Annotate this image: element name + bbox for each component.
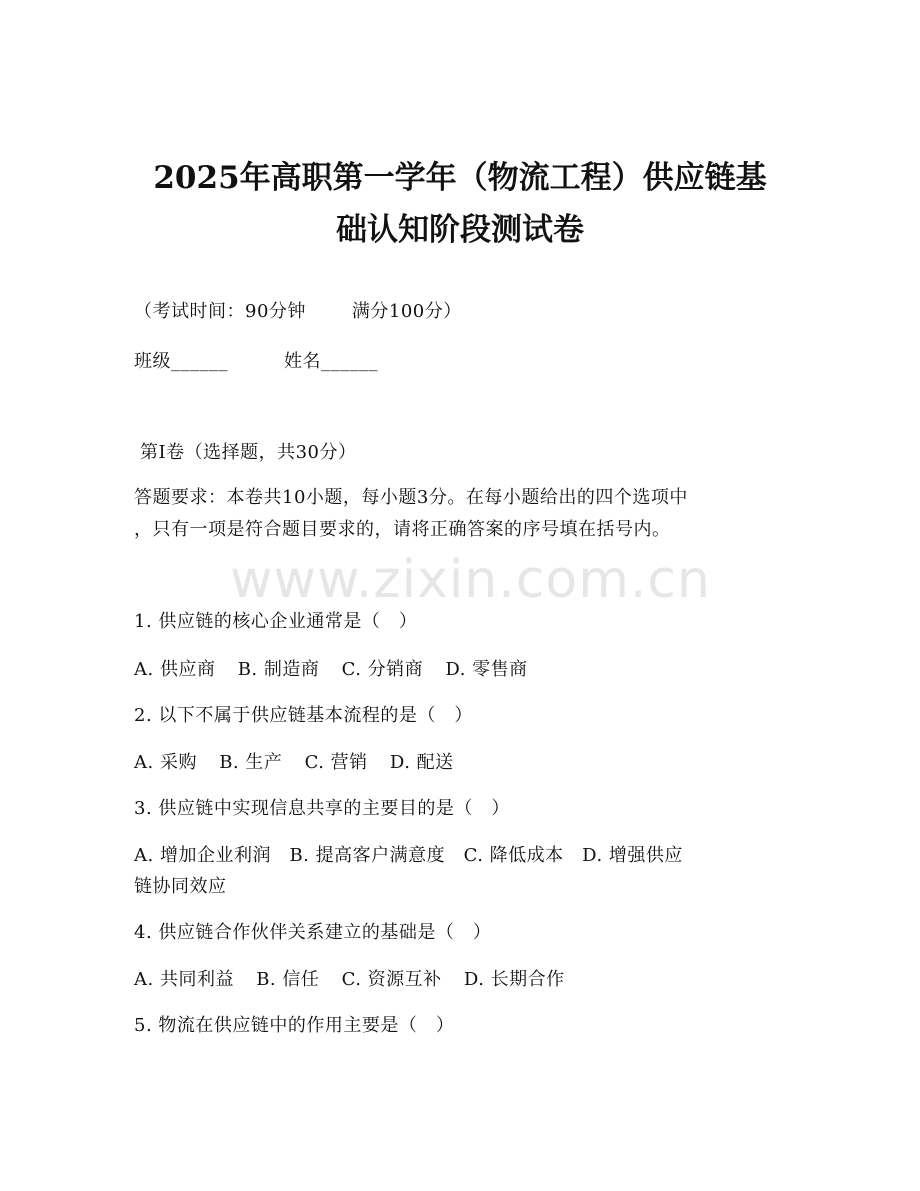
question-4-option-d: D. 长期合作: [463, 969, 565, 990]
question-1-option-b: B. 制造商: [237, 659, 320, 680]
question-2-option-a: A. 采购: [134, 752, 197, 773]
question-2-option-c: C. 营销: [304, 752, 368, 773]
question-1-option-a: A. 供应商: [134, 659, 216, 680]
question-2-option-d: D. 配送: [389, 752, 454, 773]
instructions-line-2: ，只有一项是符合题目要求的，请将正确答案的序号填在括号内。: [134, 519, 671, 540]
question-1-option-c: C. 分销商: [341, 659, 424, 680]
class-field-label: 班级______: [134, 351, 228, 372]
name-field-label: 姓名______: [284, 351, 378, 372]
exam-time: （考试时间：90分钟: [134, 301, 306, 322]
exam-meta: [134, 297, 462, 327]
question-1-stem: 1. 供应链的核心企业通常是（ ）: [134, 611, 418, 632]
question-4-option-a: A. 共同利益: [134, 969, 234, 990]
question-4-option-c: C. 资源互补: [341, 969, 442, 990]
full-score: 满分100分）: [351, 301, 462, 322]
question-2-option-b: B. 生产: [219, 752, 283, 773]
question-4-stem: 4. 供应链合作伙伴关系建立的基础是（ ）: [134, 922, 492, 943]
student-info: [134, 347, 378, 377]
question-1-option-d: D. 零售商: [445, 659, 528, 680]
question-4-option-b: B. 信任: [256, 969, 320, 990]
document-title-line-2: 础认知阶段测试卷: [336, 212, 584, 248]
watermark: www.zixin.com.cn: [230, 550, 711, 610]
question-3-stem: 3. 供应链中实现信息共享的主要目的是（ ）: [134, 798, 510, 819]
question-2-options: [134, 748, 470, 778]
document-title-line-1: 2025年高职第一学年（物流工程）供应链基: [153, 160, 767, 196]
section-heading: 第I卷（选择题，共30分）: [140, 442, 357, 463]
question-4-options: [134, 965, 581, 995]
question-3-options-line-2: 链协同效应: [134, 876, 227, 897]
question-5-stem: 5. 物流在供应链中的作用主要是（ ）: [134, 1015, 455, 1036]
question-1-options: [134, 655, 544, 685]
question-2-stem: 2. 以下不属于供应链基本流程的是（ ）: [134, 705, 473, 726]
instructions-line-1: 答题要求：本卷共10小题，每小题3分。在每小题给出的四个选项中: [134, 487, 688, 508]
question-3-options-line-1: A. 增加企业利润 B. 提高客户满意度 C. 降低成本 D. 增强供应: [134, 845, 683, 866]
